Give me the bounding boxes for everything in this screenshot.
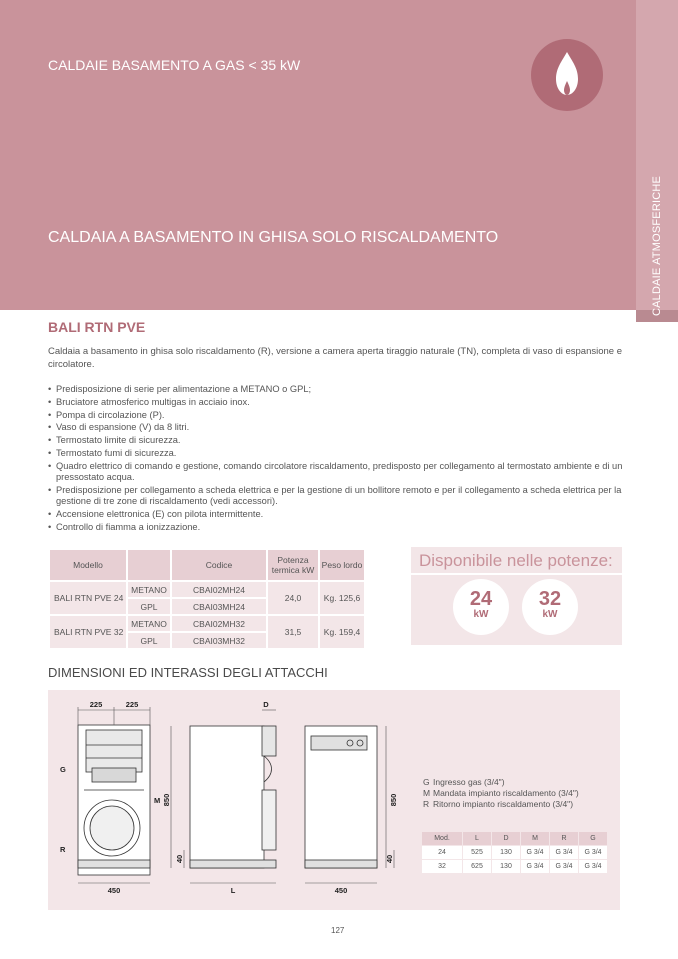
power-value: 32 — [538, 588, 562, 610]
connections-legend — [423, 777, 579, 810]
cell: G 3/4 — [579, 860, 607, 873]
dim-label: D — [263, 700, 269, 709]
product-description: Caldaia a basamento in ghisa solo riscaldamento (R), versione a camera aperta tiraggio naturale (TN), completa di vaso di espansione e circolatore. — [48, 346, 622, 370]
power-unit: kW — [542, 609, 558, 620]
code-cell: CBAI03MH24 — [172, 599, 266, 614]
cell: 32 — [422, 860, 462, 873]
dim-label: L — [230, 886, 236, 895]
dim-label: 450 — [334, 886, 348, 895]
feature-item: • Pompa di circolazione (P). — [48, 410, 628, 421]
table-row — [422, 860, 607, 873]
weight-cell: Kg. 159,4 — [320, 616, 364, 648]
connection-label: M — [154, 796, 161, 805]
legend-item — [423, 777, 579, 788]
availability-title: Disponibile nelle potenze: — [419, 551, 613, 570]
fuel-cell: METANO — [128, 582, 170, 597]
feature-item: • Termostato fumi di sicurezza. — [48, 448, 628, 459]
connection-label: G — [60, 765, 66, 774]
power-badge — [522, 579, 578, 635]
feature-list — [48, 384, 628, 535]
col-header: Peso lordo — [320, 550, 364, 580]
weight-cell: Kg. 125,6 — [320, 582, 364, 614]
model-cell: BALI RTN PVE 32 — [50, 616, 126, 648]
connection-label: R — [60, 845, 66, 854]
cell: G 3/4 — [521, 846, 549, 859]
code-cell: CBAI02MH24 — [172, 582, 266, 597]
col-header: Codice — [172, 550, 266, 580]
feature-item: • Termostato limite di sicurezza. — [48, 435, 628, 446]
col-header: Mod. — [422, 832, 462, 845]
legend-key: M — [423, 788, 431, 798]
table-row — [50, 616, 364, 631]
cell: 625 — [463, 860, 491, 873]
feature-item: • Quadro elettrico di comando e gestione, comando circolatore riscaldamento, predisposto per collegamento al termostato ambiente e di un pressostato acqua. — [48, 461, 628, 484]
cell: 130 — [492, 860, 520, 873]
col-header: M — [521, 832, 549, 845]
col-header: G — [579, 832, 607, 845]
col-header: Potenza termica kW — [268, 550, 318, 580]
power-value: 24 — [469, 588, 493, 610]
fuel-cell: METANO — [128, 616, 170, 631]
page-number: 127 — [331, 926, 345, 935]
cell: G 3/4 — [550, 846, 578, 859]
col-header: L — [463, 832, 491, 845]
legend-text: Mandata impianto riscaldamento (3/4") — [433, 788, 579, 798]
spec-table — [48, 548, 366, 650]
dim-label: 40 — [175, 854, 184, 864]
flame-icon — [531, 39, 603, 111]
cell: 525 — [463, 846, 491, 859]
col-header: Modello — [50, 550, 126, 580]
dim-label: 225 — [125, 700, 139, 709]
side-tab-label: CALDAIE ATMOSFERICHE — [651, 175, 663, 317]
power-cell: 24,0 — [268, 582, 318, 614]
dim-label: 450 — [107, 886, 121, 895]
cell: G 3/4 — [550, 860, 578, 873]
feature-item: • Predisposizione di serie per alimentazione a METANO o GPL; — [48, 384, 628, 395]
legend-text: Ritorno impianto riscaldamento (3/4") — [433, 799, 574, 809]
power-unit: kW — [473, 609, 489, 620]
legend-key: G — [423, 777, 430, 787]
code-cell: CBAI03MH32 — [172, 633, 266, 648]
col-header: D — [492, 832, 520, 845]
code-cell: CBAI02MH32 — [172, 616, 266, 631]
category-title: CALDAIE BASAMENTO A GAS < 35 kW — [48, 57, 301, 73]
dim-label: 40 — [385, 854, 394, 864]
legend-item — [423, 788, 579, 799]
legend-text: Ingresso gas (3/4") — [433, 777, 505, 787]
col-header: R — [550, 832, 578, 845]
side-view-body — [190, 726, 264, 868]
feature-item: • Accensione elettronica (E) con pilota intermittente. — [48, 509, 628, 520]
col-header — [128, 550, 170, 580]
fuel-cell: GPL — [128, 633, 170, 648]
dim-label: 850 — [389, 793, 398, 807]
dimensions-title: DIMENSIONI ED INTERASSI DEGLI ATTACCHI — [48, 665, 328, 680]
dim-label: 850 — [162, 793, 171, 807]
feature-item: • Vaso di espansione (V) da 8 litri. — [48, 422, 628, 433]
fuel-cell: GPL — [128, 599, 170, 614]
cell: 130 — [492, 846, 520, 859]
page-title: CALDAIA A BASAMENTO IN GHISA SOLO RISCALDAMENTO — [48, 229, 499, 246]
product-name: BALI RTN PVE — [48, 319, 146, 335]
legend-item — [423, 799, 579, 810]
availability-box — [411, 547, 622, 645]
divider — [411, 573, 622, 575]
table-row — [422, 846, 607, 859]
cell: 24 — [422, 846, 462, 859]
cell: G 3/4 — [579, 846, 607, 859]
power-badge — [453, 579, 509, 635]
legend-key: R — [423, 799, 430, 809]
table-row — [50, 582, 364, 597]
dim-label: 225 — [89, 700, 103, 709]
cell: G 3/4 — [521, 860, 549, 873]
spec-table-header — [50, 550, 364, 580]
flame-badge — [531, 39, 603, 111]
feature-item: • Controllo di fiamma a ionizzazione. — [48, 522, 628, 533]
dim-table-header — [422, 832, 607, 845]
power-cell: 31,5 — [268, 616, 318, 648]
model-cell: BALI RTN PVE 24 — [50, 582, 126, 614]
feature-item: • Predisposizione per collegamento a scheda elettrica e per la gestione di un bollitore remoto e per il collegamento a scheda elettrica per la gestione di tre zone di riscaldamento (vedi accessori). — [48, 485, 628, 508]
feature-item: • Bruciatore atmosferico multigas in acciaio inox. — [48, 397, 628, 408]
dimensions-table — [421, 831, 608, 874]
